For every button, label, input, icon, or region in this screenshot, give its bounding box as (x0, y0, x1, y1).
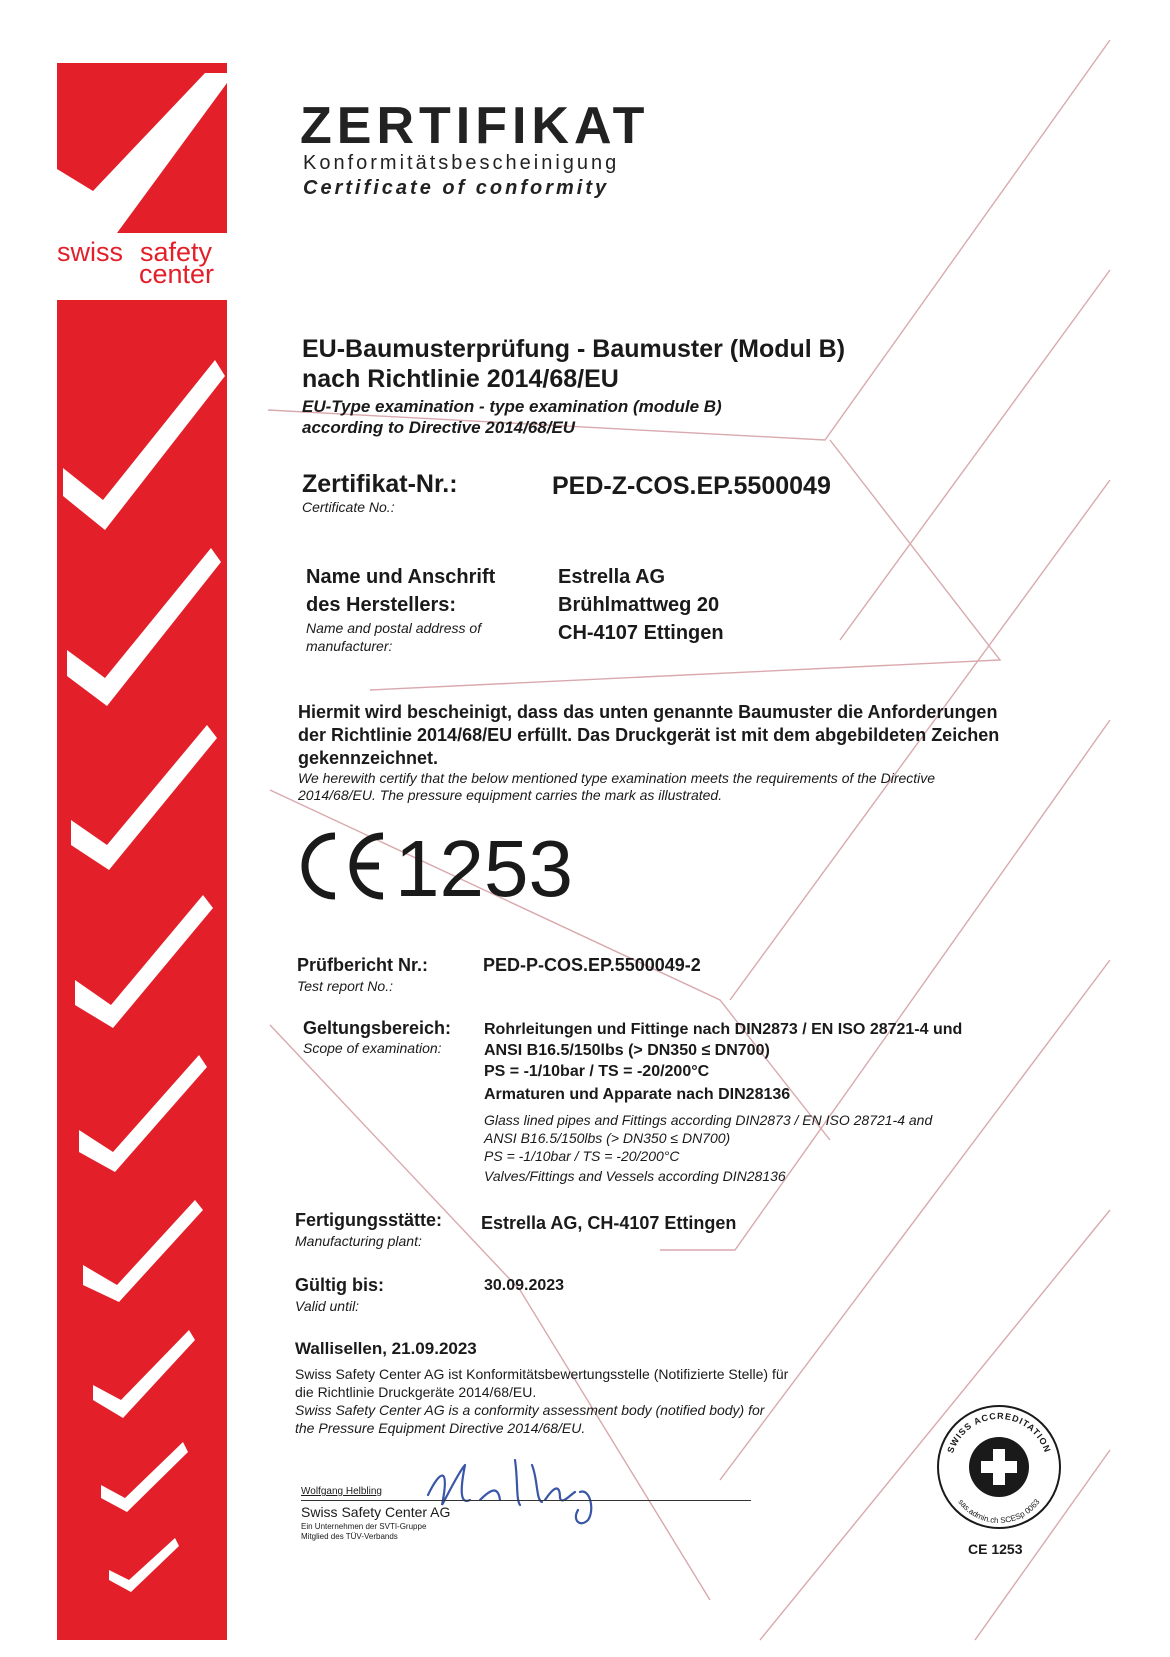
manufacturer-street: Brühlmattweg 20 (558, 594, 720, 616)
logo-text-swiss: swiss (57, 237, 123, 267)
exam-type-en-line2: according to Directive 2014/68/EU (302, 418, 576, 437)
exam-type-line1: EU-Baumusterprüfung - Baumuster (Modul B) (302, 335, 846, 363)
seal-text-bottom: sas.admin.ch SCESp 0063 (956, 1497, 1042, 1526)
place-date: Wallisellen, 21.09.2023 (295, 1339, 477, 1358)
seal-text-top: SWISS ACCREDITATION (945, 1410, 1053, 1455)
manufacturer-name: Estrella AG (558, 566, 666, 588)
validity-date: 30.09.2023 (484, 1277, 565, 1294)
statement-de-line1: Hiermit wird bescheinigt, dass das unten genannte Baumuster die Anforderungen (298, 702, 998, 722)
manufacturer-label-line1: Name und Anschrift (306, 566, 496, 588)
exam-type-line2: nach Richtlinie 2014/68/EU (302, 365, 619, 393)
notified-body-en-line2: the Pressure Equipment Directive 2014/68/EU. (295, 1420, 586, 1436)
subtitle-english: Certificate of conformity (303, 177, 610, 199)
checkmark-icon (71, 725, 217, 870)
scope-en-line2: ANSI B16.5/150lbs (> DN350 ≤ DN700) (484, 1130, 731, 1146)
logo-text-center: center (139, 259, 215, 289)
notified-body-de-line1: Swiss Safety Center AG ist Konformitätsbewertungsstelle (Notifizierte Stelle) für (295, 1366, 789, 1382)
checkmark-icon (83, 1200, 203, 1302)
signature-line (301, 1500, 751, 1501)
plant-label: Fertigungsstätte: (295, 1210, 443, 1230)
scope-de-line3: PS = -1/10bar / TS = -20/200°C (484, 1063, 710, 1080)
seal-ce-label: CE 1253 (968, 1541, 1023, 1557)
signature (420, 1450, 680, 1530)
scope-label-en: Scope of examination: (303, 1040, 442, 1056)
signer-company: Swiss Safety Center AG (301, 1504, 451, 1520)
signer-name: Wolfgang Helbling (301, 1486, 382, 1497)
exam-type-en-line1: EU-Type examination - type examination (module B) (302, 397, 722, 416)
ce-mark (295, 826, 595, 906)
notified-body-en-line1: Swiss Safety Center AG is a conformity assessment body (notified body) for (295, 1402, 765, 1418)
manufacturer-label-en-line1: Name and postal address of (306, 620, 482, 636)
validity-label: Gültig bis: (295, 1275, 384, 1295)
checkmark-icon (63, 360, 225, 530)
certificate-number-label-en: Certificate No.: (302, 499, 395, 515)
signer-note-line2: Mitglied des TÜV-Verbands (301, 1532, 398, 1541)
checkmark-pattern (57, 300, 227, 1640)
test-report-value: PED-P-COS.EP.5500049-2 (483, 955, 701, 975)
statement-en-line1: We herewith certify that the below mentioned type examination meets the requirements of the Directive (298, 770, 936, 786)
ce-logo-icon (351, 836, 383, 896)
logo-checkmark (57, 63, 227, 233)
scope-de-line4: Armaturen und Apparate nach DIN28136 (484, 1086, 791, 1103)
scope-en-line1: Glass lined pipes and Fittings according DIN2873 / EN ISO 28721-4 and (484, 1112, 933, 1128)
scope-en-line4: Valves/Fittings and Vessels according DIN28136 (484, 1168, 786, 1184)
scope-de-line2: ANSI B16.5/150lbs (> DN350 ≤ DN700) (484, 1042, 770, 1059)
manufacturer-label-en-line2: manufacturer: (306, 638, 393, 654)
ce-logo-icon (305, 836, 335, 896)
test-report-label-en: Test report No.: (297, 978, 393, 994)
checkmark-icon (75, 895, 213, 1028)
accreditation-seal (935, 1403, 1063, 1531)
checkmark-icon (79, 1055, 207, 1172)
checkmark-icon (67, 548, 221, 706)
scope-de-line1: Rohrleitungen und Fittinge nach DIN2873 / EN ISO 28721-4 und (484, 1021, 963, 1038)
plant-value: Estrella AG, CH-4107 Ettingen (481, 1213, 737, 1233)
notified-body-de-line2: die Richtlinie Druckgeräte 2014/68/EU. (295, 1384, 537, 1400)
certificate-title: ZERTIFIKAT (300, 97, 650, 155)
statement-de-line2: der Richtlinie 2014/68/EU erfüllt. Das Druckgerät ist mit dem abgebildeten Zeichen (298, 725, 1000, 745)
plant-label-en: Manufacturing plant: (295, 1233, 422, 1249)
manufacturer-city: CH-4107 Ettingen (558, 622, 724, 644)
certificate-number-label: Zertifikat-Nr.: (302, 470, 458, 498)
checkmark-icon (101, 1442, 188, 1512)
scope-en-line3: PS = -1/10bar / TS = -20/200°C (484, 1148, 680, 1164)
certificate-number: PED-Z-COS.EP.5500049 (552, 472, 831, 500)
test-report-label: Prüfbericht Nr.: (297, 955, 429, 975)
checkmark-icon (93, 1330, 195, 1418)
manufacturer-label-line2: des Herstellers: (306, 594, 457, 616)
diagonal-line (840, 270, 1110, 640)
logo-text-safety: safety (140, 237, 213, 267)
validity-label-en: Valid until: (295, 1298, 360, 1314)
signer-note-line1: Ein Unternehmen der SVTI-Gruppe (301, 1522, 427, 1531)
ce-number: 1253 (395, 826, 573, 906)
statement-en-line2: 2014/68/EU. The pressure equipment carries the mark as illustrated. (298, 787, 723, 803)
checkmark-icon (109, 1538, 179, 1592)
statement-de-line3: gekennzeichnet. (298, 748, 439, 768)
subtitle-german: Konformitätsbescheinigung (303, 152, 620, 174)
scope-label: Geltungsbereich: (303, 1018, 452, 1038)
